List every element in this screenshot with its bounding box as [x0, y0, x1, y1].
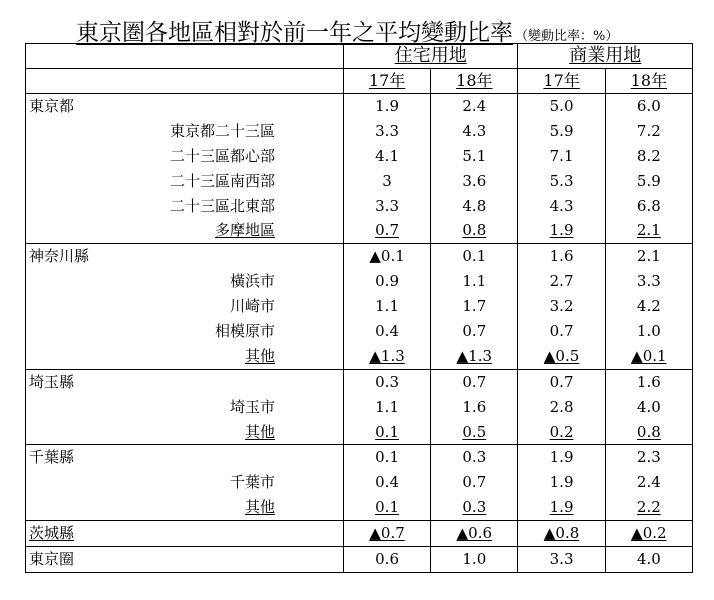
cell-value: 0.4 [375, 321, 399, 340]
row-label: 其他 [244, 498, 275, 517]
row-label: 橫浜市 [229, 272, 275, 291]
subregion-name-cell [26, 470, 344, 495]
value-cell-res-18 [431, 495, 518, 520]
row-label: 二十三區都心部 [169, 146, 275, 165]
row-label: 川崎市 [229, 297, 275, 316]
value-cell-com-18 [605, 445, 692, 470]
cell-value: 1.1 [375, 297, 399, 316]
cell-value: ▲0.1 [631, 346, 667, 365]
value-cell-com-17 [518, 94, 605, 119]
value-cell-com-18 [605, 521, 692, 547]
value-cell-com-18 [605, 144, 692, 169]
cell-value: 2.1 [636, 247, 661, 266]
cell-value: 1.7 [462, 297, 487, 316]
region-name-cell [26, 244, 344, 269]
cell-value: 5.3 [549, 171, 574, 190]
cell-value: ▲0.2 [631, 524, 667, 543]
value-cell-com-17 [518, 521, 605, 547]
value-cell-res-17 [343, 445, 430, 470]
row-label: 東京都二十三區 [169, 121, 275, 140]
cell-value: 0.8 [462, 221, 487, 240]
value-cell-com-18 [605, 420, 692, 445]
header-residential: 住宅用地 [343, 44, 518, 69]
table-row [26, 144, 693, 169]
cell-value: 0.3 [462, 498, 487, 517]
cell-value: ▲1.3 [456, 346, 493, 365]
cell-value: ▲0.7 [369, 524, 405, 543]
row-label: 二十三區南西部 [169, 171, 275, 190]
value-cell-res-18 [431, 445, 518, 470]
table-row [26, 547, 693, 573]
cell-value: 4.0 [636, 397, 661, 416]
cell-value: 1.0 [636, 321, 661, 340]
value-cell-com-18 [605, 169, 692, 194]
value-cell-com-17 [518, 169, 605, 194]
cell-value: 0.1 [375, 422, 399, 441]
value-cell-res-17 [343, 495, 430, 520]
value-cell-com-18 [605, 495, 692, 520]
value-cell-com-17 [518, 269, 605, 294]
value-cell-com-18 [605, 194, 692, 219]
cell-value: 0.7 [549, 321, 574, 340]
cell-value: 0.3 [462, 448, 487, 467]
value-cell-res-17 [343, 319, 430, 344]
header-row-categories [26, 44, 693, 69]
value-cell-com-17 [518, 218, 605, 243]
cell-value: 0.4 [375, 473, 399, 492]
value-cell-com-18 [605, 369, 692, 394]
value-cell-res-17 [343, 119, 430, 144]
value-cell-res-17 [343, 294, 430, 319]
cell-value: 8.2 [636, 146, 661, 165]
row-label: 二十三區北東部 [169, 196, 275, 215]
value-cell-res-18 [431, 269, 518, 294]
value-cell-res-17 [343, 269, 430, 294]
cell-value: 0.7 [462, 372, 487, 391]
table-title-row [76, 14, 706, 44]
value-cell-res-18 [431, 169, 518, 194]
cell-value: 1.9 [549, 498, 574, 517]
value-cell-com-17 [518, 547, 605, 573]
value-cell-com-18 [605, 269, 692, 294]
value-cell-res-17 [343, 344, 430, 369]
region-name-cell [26, 369, 344, 394]
row-label: 埼玉市 [229, 397, 275, 416]
value-cell-res-18 [431, 470, 518, 495]
cell-value: 5.1 [462, 146, 487, 165]
region-name-cell [26, 94, 344, 119]
cell-value: 0.1 [462, 247, 487, 266]
value-cell-com-17 [518, 294, 605, 319]
table-row [26, 495, 693, 520]
cell-value: 3.3 [375, 196, 399, 215]
value-cell-com-17 [518, 395, 605, 420]
cell-value: 0.1 [375, 448, 399, 467]
value-cell-com-18 [605, 94, 692, 119]
cell-value: 0.6 [375, 549, 399, 568]
value-cell-com-18 [605, 547, 692, 573]
table-row [26, 119, 693, 144]
cell-value: 0.7 [549, 372, 574, 391]
cell-value: ▲0.1 [369, 247, 405, 266]
subregion-name-cell [26, 294, 344, 319]
cell-value: 5.9 [549, 121, 574, 140]
cell-value: 2.4 [636, 473, 661, 492]
header-year-res-18: 18年 [431, 69, 518, 94]
value-cell-com-18 [605, 470, 692, 495]
region-name-cell [26, 445, 344, 470]
cell-value: 1.6 [636, 372, 661, 391]
header-year-res-17: 17年 [343, 69, 430, 94]
value-cell-com-17 [518, 344, 605, 369]
header-blank-cell [26, 69, 344, 94]
cell-value: 4.3 [549, 196, 574, 215]
cell-value: ▲0.6 [456, 524, 493, 543]
cell-value: 5.0 [549, 96, 574, 115]
value-cell-com-18 [605, 244, 692, 269]
region-name-cell [26, 547, 344, 573]
cell-value: 3 [382, 171, 392, 190]
value-cell-res-18 [431, 194, 518, 219]
cell-value: 4.3 [462, 121, 487, 140]
cell-value: 1.0 [462, 549, 487, 568]
table-row [26, 521, 693, 547]
cell-value: 7.1 [549, 146, 574, 165]
value-cell-com-17 [518, 244, 605, 269]
table-row [26, 445, 693, 470]
value-cell-com-17 [518, 495, 605, 520]
cell-value: 5.9 [636, 171, 661, 190]
value-cell-com-18 [605, 319, 692, 344]
subregion-name-cell [26, 194, 344, 219]
cell-value: 3.3 [636, 272, 661, 291]
table-row [26, 94, 693, 119]
cell-value: 6.0 [636, 96, 661, 115]
value-cell-res-18 [431, 420, 518, 445]
value-cell-com-18 [605, 344, 692, 369]
cell-value: 1.9 [549, 473, 574, 492]
subregion-name-cell [26, 144, 344, 169]
value-cell-res-18 [431, 94, 518, 119]
subregion-name-cell [26, 269, 344, 294]
cell-value: ▲0.5 [543, 346, 580, 365]
value-cell-res-18 [431, 395, 518, 420]
cell-value: 3.6 [462, 171, 487, 190]
table-row [26, 470, 693, 495]
cell-value: 4.0 [636, 549, 661, 568]
table-row [26, 344, 693, 369]
table-body [26, 94, 693, 573]
row-label: 東京都 [29, 96, 75, 115]
header-commercial: 商業用地 [518, 44, 693, 69]
value-cell-res-18 [431, 244, 518, 269]
cell-value: 1.9 [549, 221, 574, 240]
subregion-name-cell [26, 119, 344, 144]
value-cell-res-17 [343, 470, 430, 495]
cell-value: 1.6 [462, 397, 487, 416]
value-cell-res-17 [343, 194, 430, 219]
cell-value: 0.7 [375, 221, 399, 240]
cell-value: 2.7 [549, 272, 574, 291]
table-row [26, 294, 693, 319]
cell-value: 0.8 [636, 422, 661, 441]
value-cell-com-18 [605, 218, 692, 243]
cell-value: 0.1 [375, 498, 399, 517]
cell-value: 0.7 [462, 321, 487, 340]
value-cell-com-18 [605, 395, 692, 420]
cell-value: 3.3 [549, 549, 574, 568]
value-cell-com-17 [518, 194, 605, 219]
cell-value: 6.8 [636, 196, 661, 215]
table-row [26, 169, 693, 194]
value-cell-res-17 [343, 420, 430, 445]
cell-value: 2.1 [636, 221, 661, 240]
header-blank-cell [26, 44, 344, 69]
cell-value: 7.2 [636, 121, 661, 140]
value-cell-res-18 [431, 294, 518, 319]
row-label: 相模原市 [214, 321, 275, 340]
row-label: 埼玉縣 [29, 372, 75, 391]
cell-value: 2.2 [636, 498, 661, 517]
cell-value: 0.2 [549, 422, 574, 441]
value-cell-com-17 [518, 369, 605, 394]
unit-note: （變動比率：%） [515, 29, 619, 44]
header-row-years [26, 69, 693, 94]
table-row [26, 319, 693, 344]
cell-value: 0.9 [375, 272, 399, 291]
value-cell-res-17 [343, 169, 430, 194]
subregion-name-cell [26, 319, 344, 344]
subregion-name-cell [26, 218, 344, 243]
value-cell-com-18 [605, 294, 692, 319]
value-cell-com-17 [518, 144, 605, 169]
value-cell-res-18 [431, 144, 518, 169]
value-cell-res-17 [343, 395, 430, 420]
value-cell-com-17 [518, 420, 605, 445]
header-year-com-17: 17年 [518, 69, 605, 94]
cell-value: ▲0.8 [543, 524, 580, 543]
table-row [26, 395, 693, 420]
row-label: 多摩地區 [214, 221, 275, 240]
value-cell-com-18 [605, 119, 692, 144]
value-cell-res-17 [343, 547, 430, 573]
value-cell-res-17 [343, 218, 430, 243]
value-cell-res-17 [343, 521, 430, 547]
region-name-cell [26, 521, 344, 547]
value-cell-res-17 [343, 244, 430, 269]
subregion-name-cell [26, 495, 344, 520]
cell-value: 1.1 [462, 272, 487, 291]
cell-value: 1.9 [375, 96, 399, 115]
value-cell-res-18 [431, 319, 518, 344]
row-label: 神奈川縣 [29, 247, 90, 266]
cell-value: 0.7 [462, 473, 487, 492]
value-cell-res-17 [343, 94, 430, 119]
cell-value: 2.4 [462, 96, 487, 115]
value-cell-res-18 [431, 218, 518, 243]
subregion-name-cell [26, 344, 344, 369]
value-cell-res-17 [343, 369, 430, 394]
cell-value: 4.1 [375, 146, 399, 165]
value-cell-res-17 [343, 144, 430, 169]
value-cell-com-17 [518, 470, 605, 495]
cell-value: 2.3 [636, 448, 661, 467]
value-cell-com-17 [518, 445, 605, 470]
cell-value: 1.9 [549, 448, 574, 467]
subregion-name-cell [26, 395, 344, 420]
header-year-com-18: 18年 [605, 69, 692, 94]
subregion-name-cell [26, 420, 344, 445]
row-label: 千葉縣 [29, 448, 75, 467]
value-cell-res-18 [431, 119, 518, 144]
cell-value: ▲1.3 [369, 346, 405, 365]
cell-value: 1.1 [375, 397, 399, 416]
value-cell-res-18 [431, 547, 518, 573]
table-row [26, 218, 693, 243]
value-cell-res-18 [431, 369, 518, 394]
row-label: 茨城縣 [29, 524, 75, 543]
value-cell-res-18 [431, 344, 518, 369]
value-cell-com-17 [518, 119, 605, 144]
cell-value: 4.8 [462, 196, 487, 215]
table-title: 東京圏各地區相對於前一年之平均變動比率 [76, 20, 513, 46]
table-row [26, 369, 693, 394]
table-row [26, 420, 693, 445]
row-label: 其他 [244, 346, 275, 365]
table-row [26, 269, 693, 294]
value-cell-res-18 [431, 521, 518, 547]
table-row [26, 194, 693, 219]
cell-value: 2.8 [549, 397, 574, 416]
cell-value: 0.5 [462, 422, 487, 441]
table-row [26, 244, 693, 269]
row-label: 東京圈 [29, 549, 75, 568]
cell-value: 0.3 [375, 372, 399, 391]
subregion-name-cell [26, 169, 344, 194]
row-label: 其他 [244, 422, 275, 441]
land-price-change-table [25, 43, 693, 573]
row-label: 千葉市 [229, 473, 275, 492]
cell-value: 4.2 [636, 297, 661, 316]
cell-value: 1.6 [549, 247, 574, 266]
cell-value: 3.2 [549, 297, 574, 316]
value-cell-com-17 [518, 319, 605, 344]
cell-value: 3.3 [375, 121, 399, 140]
